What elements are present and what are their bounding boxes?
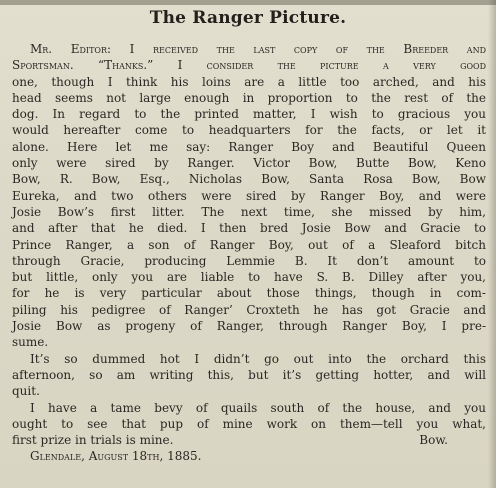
article-line: Sportsman. “Thanks.” I consider the picture a very good [12, 58, 486, 73]
article-line: quit. [12, 384, 40, 399]
article-title: The Ranger Picture. [149, 8, 347, 28]
top-rule [0, 0, 496, 5]
article-line: would hereafter come to headquarters for the facts, or let it [12, 123, 486, 138]
article-line: Eureka, and two others were sired by Ranger Boy, and were [12, 188, 486, 203]
article-line: Mr. Editor: I received the last copy of the Breeder and [30, 42, 486, 56]
article-line: and after that he died. I then bred Josie Bow and Gracie to [12, 221, 486, 236]
article-line: through Gracie, producing Lemmie B. It don’t amount to [12, 253, 486, 268]
dateline: Glendale, August 18th, 1885. [30, 449, 202, 464]
article-line: sume. [12, 335, 49, 350]
article-line-last [12, 432, 486, 448]
article-line: piling his pedigree of Ranger’ Croxteth he has got Gracie and [12, 302, 486, 317]
article-line: Josie Bow as progeny of Ranger, through Ranger Boy, I pre- [12, 319, 486, 334]
page-edge-shadow [488, 0, 496, 488]
article-body [12, 41, 486, 465]
article-line: one, though I think his loins are a little too arched, and his [12, 74, 486, 89]
article-line: Prince Ranger, a son of Ranger Boy, out of a Sleaford bitch [12, 237, 486, 252]
article-line: but little, only you are liable to have S. B. Dilley after you, [12, 270, 486, 285]
article-line: only were sired by Ranger. Victor Bow, Butte Bow, Keno [12, 156, 486, 171]
article-line: ought to see that pup of mine work on them—tell you what, [12, 416, 486, 431]
article-line: Bow, R. Bow, Esq., Nicholas Bow, Santa Rosa Bow, Bow [12, 172, 486, 187]
article-line: afternoon, so am writing this, but it’s getting hotter, and will [12, 367, 486, 382]
signature: Bow. [419, 433, 448, 448]
article-line: alone. Here let me say: Ranger Boy and Beautiful Queen [12, 139, 486, 154]
article-line: dog. In regard to the printed matter, I wish to gracious you [12, 107, 486, 122]
article-line: I have a tame bevy of quails south of the house, and you [30, 400, 486, 415]
article-line: head seems not large enough in proportion to the rest of the [12, 90, 486, 105]
article-line: Josie Bow’s first litter. The next time, she missed by him, [12, 204, 486, 219]
closing-line: first prize in trials is mine. [12, 433, 174, 448]
article-line: for he is very particular about those things, though in com- [12, 286, 486, 301]
article-line: It’s so dummed hot I didn’t go out into the orchard this [30, 351, 486, 366]
